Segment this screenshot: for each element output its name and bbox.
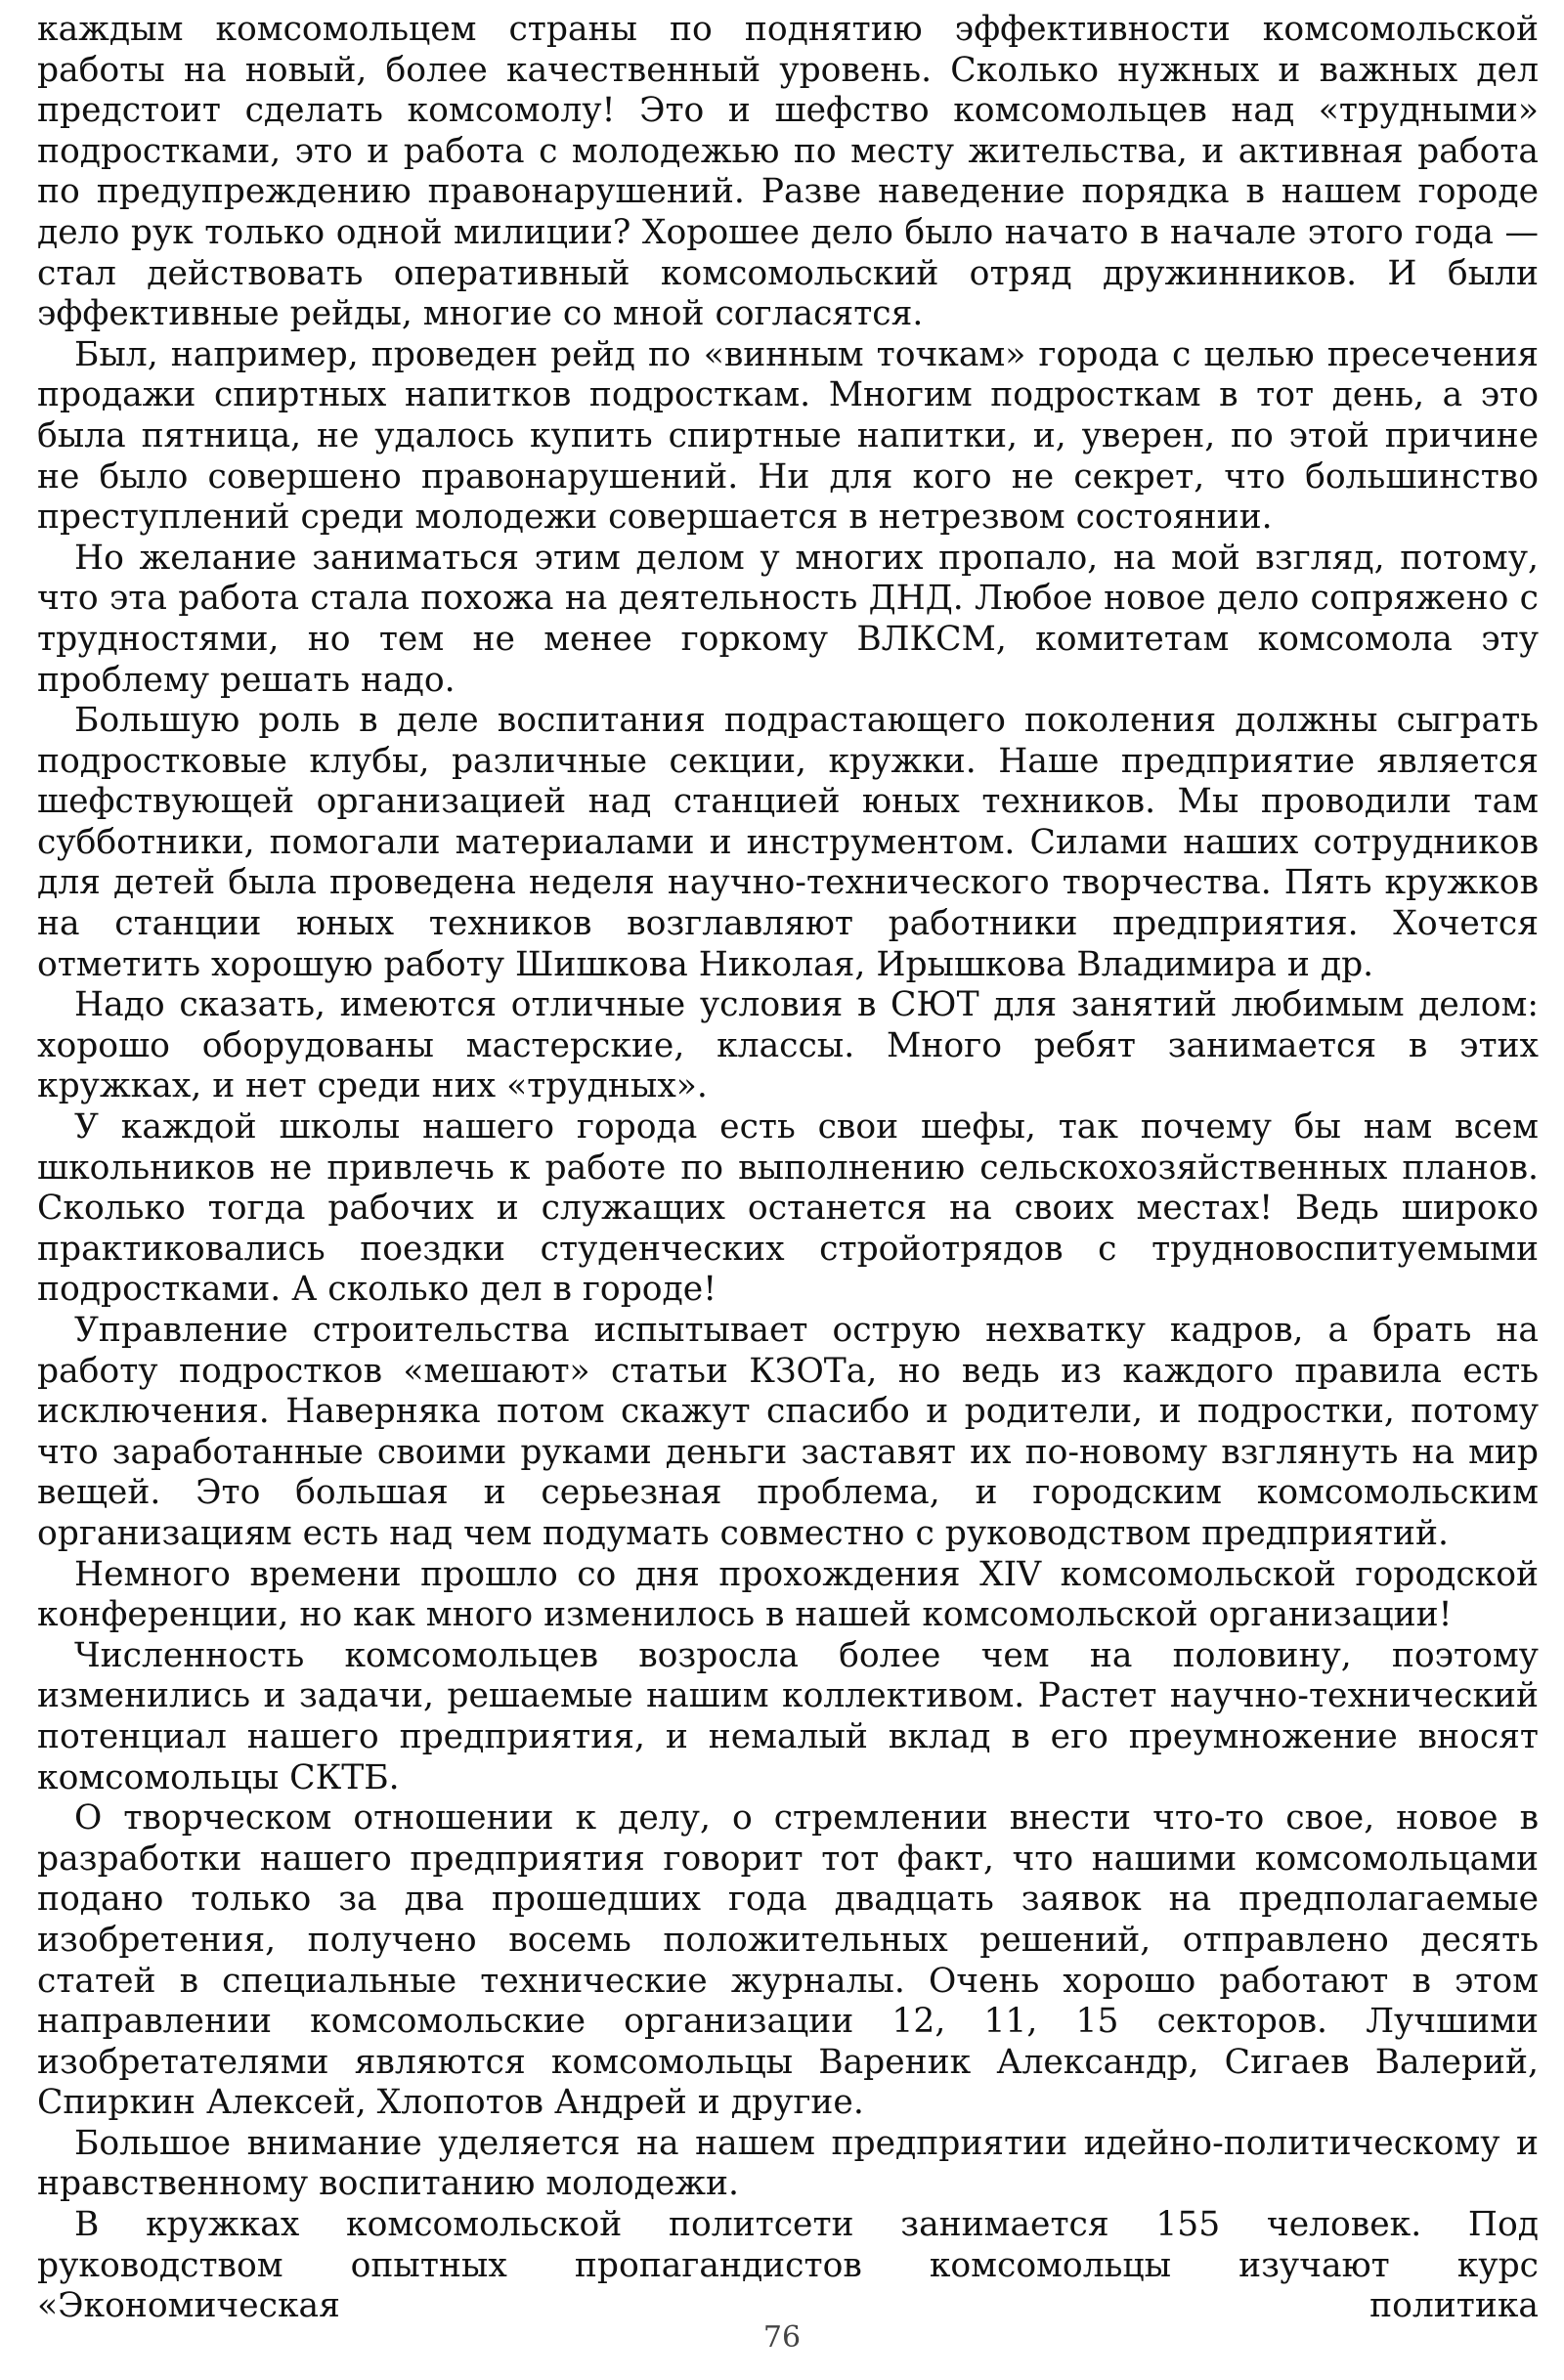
paragraph-10: О творческом отношении к делу, о стремлении внести что-то свое, новое в разработки нашего предприятия говорит тот факт, что нашими комсомольцами подано только за два прошедших года двадцать заявок на предполагаемые изобретения, получено восемь положительных решений, отправлено десять статей в специальные технические журналы. Очень хорошо работают в этом направлении комсомольские организации 12, 11, 15 секторов. Лучшими изобретателями являются комсомольцы Вареник Александр, Сигаев Валерий, Спиркин Алексей, Хлопотов Андрей и другие.: [37, 1798, 1539, 2123]
document-body: [37, 10, 1539, 2327]
paragraph-4: Большую роль в деле воспитания подрастающего поколения должны сыграть подростковые клубы, различные секции, кружки. Наше предприятие является шефствующей организацией над станцией юных техников. Мы проводили там субботники, помогали материалами и инструментом. Силами наших сотрудников для детей была проведена неделя научно-технического творчества. Пять кружков на станции юных техников возглавляют работники предприятия. Хочется отметить хорошую работу Шишкова Николая, Ирышкова Владимира и др.: [37, 701, 1539, 984]
paragraph-9: Численность комсомольцев возросла более чем на половину, поэтому изменились и задачи, решаемые нашим коллективом. Растет научно-технический потенциал нашего предприятия, и немалый вклад в его преумножение вносят комсомольцы СКТБ.: [37, 1635, 1539, 1797]
paragraph-7: Управление строительства испытывает острую нехватку кадров, а брать на работу подростков «мешают» статьи КЗОТа, но ведь из каждого правила есть исключения. Наверняка потом скажут спасибо и родители, и подростки, потому что заработанные своими руками деньги заставят их по-новому взглянуть на мир вещей. Это большая и серьезная проблема, и городским комсомольским организациям есть над чем подумать совместно с руководством предприятий.: [37, 1311, 1539, 1553]
page-number: 76: [762, 2320, 802, 2355]
paragraph-5: Надо сказать, имеются отличные условия в СЮТ для занятий любимым делом: хорошо оборудованы мастерские, классы. Много ребят занимается в этих кружках, и нет среди них «трудных».: [37, 985, 1539, 1106]
paragraph-6: У каждой школы нашего города есть свои шефы, так почему бы нам всем школьников не привлечь к работе по выполнению сельскохозяйственных планов. Сколько тогда рабочих и служащих останется на своих местах! Ведь широко практиковались поездки студенческих стройотрядов с трудновоспитуемыми подростками. А сколько дел в городе!: [37, 1107, 1539, 1310]
paragraph-3: Но желание заниматься этим делом у многих пропало, на мой взгляд, потому, что эта работа стала похожа на деятельность ДНД. Любое новое дело сопряжено с трудностями, но тем не менее горкому ВЛКСМ, комитетам комсомола эту проблему решать надо.: [37, 538, 1539, 700]
paragraph-8: Немного времени прошло со дня прохождения XIV комсомольской городской конференции, но как много изменилось в нашей комсомольской организации!: [37, 1554, 1539, 1635]
paragraph-1: каждым комсомольцем страны по поднятию эффективности комсомольской работы на новый, более качественный уровень. Сколько нужных и важных дел предстоит сделать комсомолу! Это и шефство комсомольцев над «трудными» подростками, это и работа с молодежью по месту жительства, и активная работа по предупреждению правонарушений. Разве наведение порядка в нашем городе дело рук только одной милиции? Хорошее дело было начато в начале этого года — стал действовать оперативный комсомольский отряд дружинников. И были эффективные рейды, многие со мной согласятся.: [37, 10, 1539, 334]
paragraph-2: Был, например, проведен рейд по «винным точкам» города с целью пресечения продажи спиртных напитков подросткам. Многим подросткам в тот день, а это была пятница, не удалось купить спиртные напитки, и, уверен, по этой причине не было совершено правонарушений. Ни для кого не секрет, что большинство преступлений среди молодежи совершается в нетрезвом состоянии.: [37, 334, 1539, 538]
paragraph-12: В кружках комсомольской политсети занимается 155 человек. Под руководством опытных пропагандистов комсомольцы изучают курс «Экономическая политика: [37, 2205, 1539, 2326]
paragraph-11: Большое внимание уделяется на нашем предприятии идейно-политическому и нравственному воспитанию молодежи.: [37, 2123, 1539, 2204]
